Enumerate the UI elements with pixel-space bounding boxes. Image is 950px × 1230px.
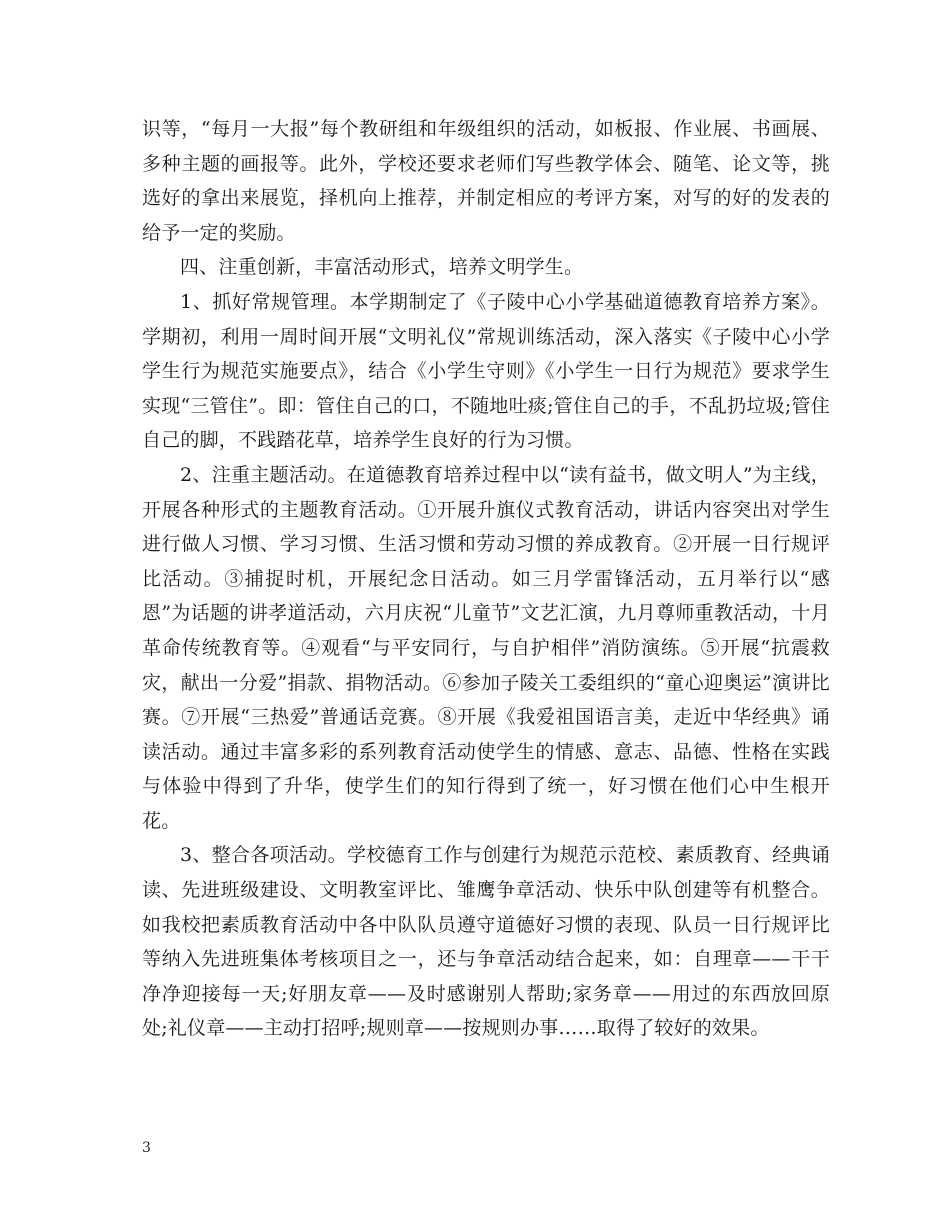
paragraph-section-heading: 四、注重创新，丰富活动形式，培养文明学生。 bbox=[180, 256, 584, 279]
page-number: 3 bbox=[142, 1140, 151, 1156]
paragraph-theme-activities: 2、注重主题活动。在道德教育培养过程中以“读有益书，做文明人”为主线，开展各种形式的主题教育活动。①开展升旗仪式教育活动，讲话内容突出对学生进行做人习惯、学习习惯、生活习惯和劳动习惯的养成教育。②开展一日行规评比活动。③捕捉时机，开展纪念日活动。如三月学雷锋活动，五月举行以“感恩”为话题的讲孝道活动，六月庆祝“儿童节”文艺汇演，九月尊师重教活动，十月革命传统教育等。④观看“与平安同行，与自护相伴”消防演练。⑤开展“抗震救灾，献出一分爱”捐款、捐物活动。⑥参加子陵关工委组织的“童心迎奥运”演讲比赛。⑦开展“三热爱”普通话竞赛。⑧开展《我爱祖国语言美，走近中华经典》诵读活动。通过丰富多彩的系列教育活动使学生的情感、意志、品德、性格在实践与体验中得到了升华，使学生们的知行得到了统一，好习惯在他们心中生根开花。 bbox=[142, 463, 830, 832]
paragraph-routine-management: 1、抓好常规管理。本学期制定了《子陵中心小学基础道德教育培养方案》。学期初，利用一周时间开展“文明礼仪”常规训练活动，深入落实《子陵中心小学学生行为规范实施要点》，结合《小学生守则》《小学生一日行为规范》要求学生实现“三管住”。即：管住自己的口，不随地吐痰;管住自己的手，不乱扔垃圾;管住自己的脚，不践踏花草，培养学生良好的行为习惯。 bbox=[142, 290, 830, 452]
document-body bbox=[142, 112, 830, 1046]
paragraph-1: 识等，“每月一大报”每个教研组和年级组织的活动，如板报、作业展、书画展、多种主题的画报等。此外，学校还要求老师们写些教学体会、随笔、论文等，挑选好的拿出来展览，择机向上推荐，并制定相应的考评方案，对写的好的发表的给予一定的奖励。 bbox=[142, 118, 830, 244]
paragraph-integrate-activities: 3、整合各项活动。学校德育工作与创建行为规范示范校、素质教育、经典诵读、先进班级建设、文明教室评比、雏鹰争章活动、快乐中队创建等有机整合。如我校把素质教育活动中各中队队员遵守道德好习惯的表现、队员一日行规评比等纳入先进班集体考核项目之一，还与争章活动结合起来，如：自理章——干干净净迎接每一天;好朋友章——及时感谢别人帮助;家务章——用过的东西放回原处;礼仪章——主动打招呼;规则章——按规则办事……取得了较好的效果。 bbox=[142, 844, 830, 1040]
